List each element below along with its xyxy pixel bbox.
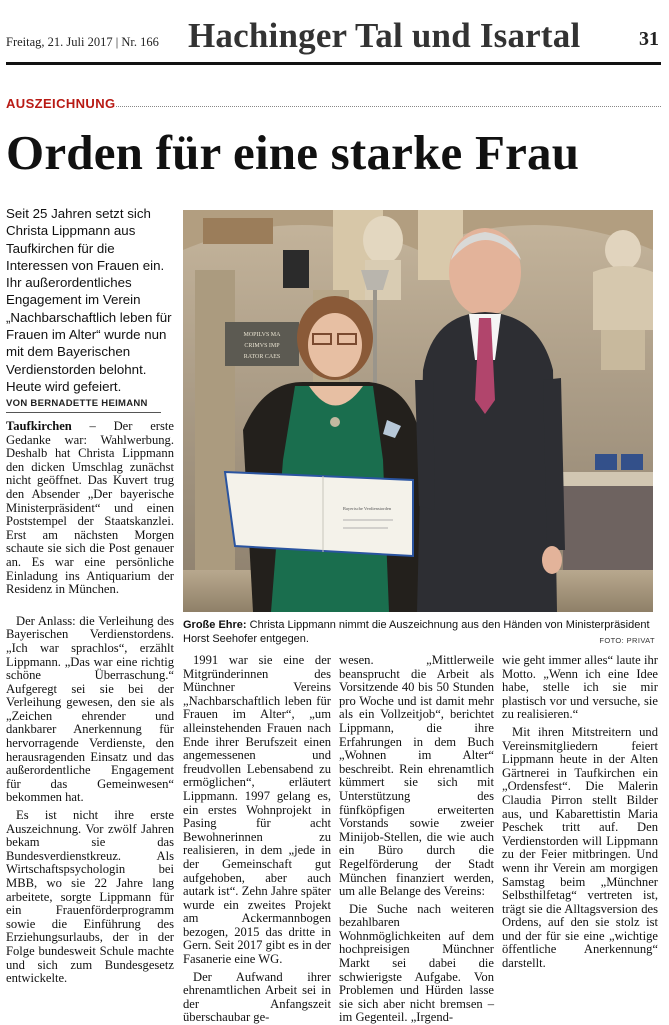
certificate bbox=[225, 472, 413, 556]
byline: VON BERNADETTE HEIMANN bbox=[6, 398, 148, 409]
paragraph: Die Suche nach weiteren bezahlbaren Wohnmöglichkeiten auf dem hochpreisigen Münchner Markt sei dabei die schwierigste Aufgabe. Von Problemen und Hürden lasse sie sich aber nicht bremsen – im Gegenteil. „Irgend- bbox=[339, 901, 494, 1025]
masthead-rule bbox=[6, 62, 661, 65]
paragraph: Es ist nicht ihre erste Auszeichnung. Vor zwölf Jahren bekam sie das Bundesverdienstkreuz. Als Wirtschaftspsychologin bei MBB, wo sie 22 Jahre lang arbeitete, sorgte Lippmann für ein Frauenförderprogramm sowie die Einführung des Erziehungsurlaubs, der in der Folge bundesweit Schule machte und sich zum Bundesgesetz entwickelte. bbox=[6, 808, 174, 986]
caption-text: Christa Lippmann nimmt die Auszeichnung aus den Händen von Ministerpräsident Horst Seehofer entgegen. bbox=[183, 619, 650, 645]
kicker-dotted-rule bbox=[116, 106, 661, 107]
paragraph: Der Anlass: die Verleihung des Bayerischen Verdienstordens. „Ich war sprachlos“, erzählt Lippmann. „Das war eine richtig schöne Überraschung.“ Aufgeregt sei sie bei der Verleihung gewesen, den sie als „Zeichen ehrender und dankbarer Anerkennung für hervorragende Verdienste, den herausragenden Einsatz und das außerordentliche Engagement für das Gemeinwesen“ bekommen hat. bbox=[6, 613, 174, 805]
svg-text:CRIMVS IMP: CRIMVS IMP bbox=[244, 343, 280, 349]
plaque-text: MOPILVS MA bbox=[243, 332, 281, 338]
masthead bbox=[6, 12, 661, 60]
section-title: Hachinger Tal und Isartal bbox=[188, 16, 581, 55]
page-number: 31 bbox=[639, 28, 659, 50]
photo-caption bbox=[183, 618, 655, 646]
paragraph: 1991 war sie eine der Mitgründerinnen des Münchner Vereins „Nachbarschaftlich leben für Frauen im Alter“, „um alleinstehenden Frauen nach Ende ihrer Berufszeit einen angemessenen und freudvollen Lebensabend zu ermöglichen“, erläutert Lippmann. 1997 gelang es, ein erstes Wohnprojekt in Pasing für acht Bewohnerinnen zu realisieren, in dem „jede in der Gemeinschaft gut aufgehoben, aber auch autark ist“. Zehn Jahre später wurde ein zweites Projekt am Ackermannbogen bezogen, 2015 das dritte in Gern. Seit 2017 gibt es in der Fasanerie eine WG. bbox=[183, 653, 331, 967]
photo-illustration bbox=[183, 210, 653, 612]
byline-rule bbox=[6, 412, 161, 413]
paragraph: Der Aufwand ihrer ehrenamtlichen Arbeit sei in der Anfangszeit überschaubar ge- bbox=[183, 969, 331, 1025]
lede: Seit 25 Jahren setzt sich Christa Lippmann aus Taufkirchen für die Interessen von Frauen ein. Ihr außerordentliches Engagement im Verein „Nachbarschaftlich leben für Frauen im Alter“ wurde nun mit dem Bayerischen Verdienstorden belohnt. Heute wird gefeiert. bbox=[6, 206, 172, 394]
article-column-3 bbox=[339, 653, 494, 1025]
paragraph: wie geht immer alles“ laute ihr Motto. „Wenn ich eine Idee habe, stelle ich sie mir plastisch vor und versuche, sie zu realisieren.“ bbox=[502, 653, 658, 722]
svg-text:Bayerische Verdienstorden: Bayerische Verdienstorden bbox=[342, 506, 392, 511]
headline: Orden für eine starke Frau bbox=[6, 125, 580, 180]
photo-credit: FOTO: PRIVAT bbox=[599, 636, 655, 645]
dateline: Taufkirchen bbox=[6, 419, 72, 433]
paragraph: Taufkirchen – Der erste Gedanke war: Wahlwerbung. Deshalb hat Christa Lippmann den dicken Umschlag zunächst nicht geöffnet. Das Kuvert trug den Absender „Der bayerische Ministerpräsident“ und einen Poststempel der Staatskanzlei. Erst am nächsten Morgen schaute sie sich die Post genauer an. Es war eine persönliche Einladung ins Antiquarium der Residenz in München. bbox=[6, 419, 174, 597]
article-column-4 bbox=[502, 654, 658, 986]
article-photo bbox=[183, 210, 653, 612]
caption-label: Große Ehre: bbox=[183, 619, 247, 631]
svg-text:RATOR CAES: RATOR CAES bbox=[243, 354, 281, 360]
paragraph: wesen. „Mittlerweile beansprucht die Arbeit als Vorsitzende 40 bis 50 Stunden pro Woche und ist damit mehr als ein Vollzeitjob“, berichtet Lippmann, die ihre Erfahrungen in dem Buch „Wohnen im Alter“ beschreibt. Rein ehrenamtlich kümmert sie sich mit Unterstützung des fünfköpfigen erweiterten Vorstands sowie zweier Minijob-Stellen, die wie auch ein Büro durch die Regelförderung der Stadt München finanziert werden, um alle Belange des Vereins: bbox=[339, 653, 494, 899]
kicker: AUSZEICHNUNG bbox=[6, 96, 116, 111]
paragraph: Mit ihren Mitstreitern und Vereinsmitgliedern feiert Lippmann heute in der Alten Gärtnerei in Taufkirchen ein „Ordensfest“. Die Malerin Claudia Pirron stellt Bilder aus, und Kabarettistin Maria Peschek tritt auf. Den Verdienstorden will Lippmann zu der Feier mitbringen. Und wenn ihr Verein am morgigen Samstag beim „Münchner Selbsthilfetag“ vertreten ist, trägt sie die Alltagsversion des Ordens, auf den sie stolz ist und der für sie eine „wichtige öffentliche Anerkennung“ darstellt. bbox=[502, 724, 658, 971]
article-column-1 bbox=[6, 420, 174, 986]
issue-date: Freitag, 21. Juli 2017 | Nr. 166 bbox=[6, 35, 159, 49]
article-column-2 bbox=[183, 653, 331, 1025]
